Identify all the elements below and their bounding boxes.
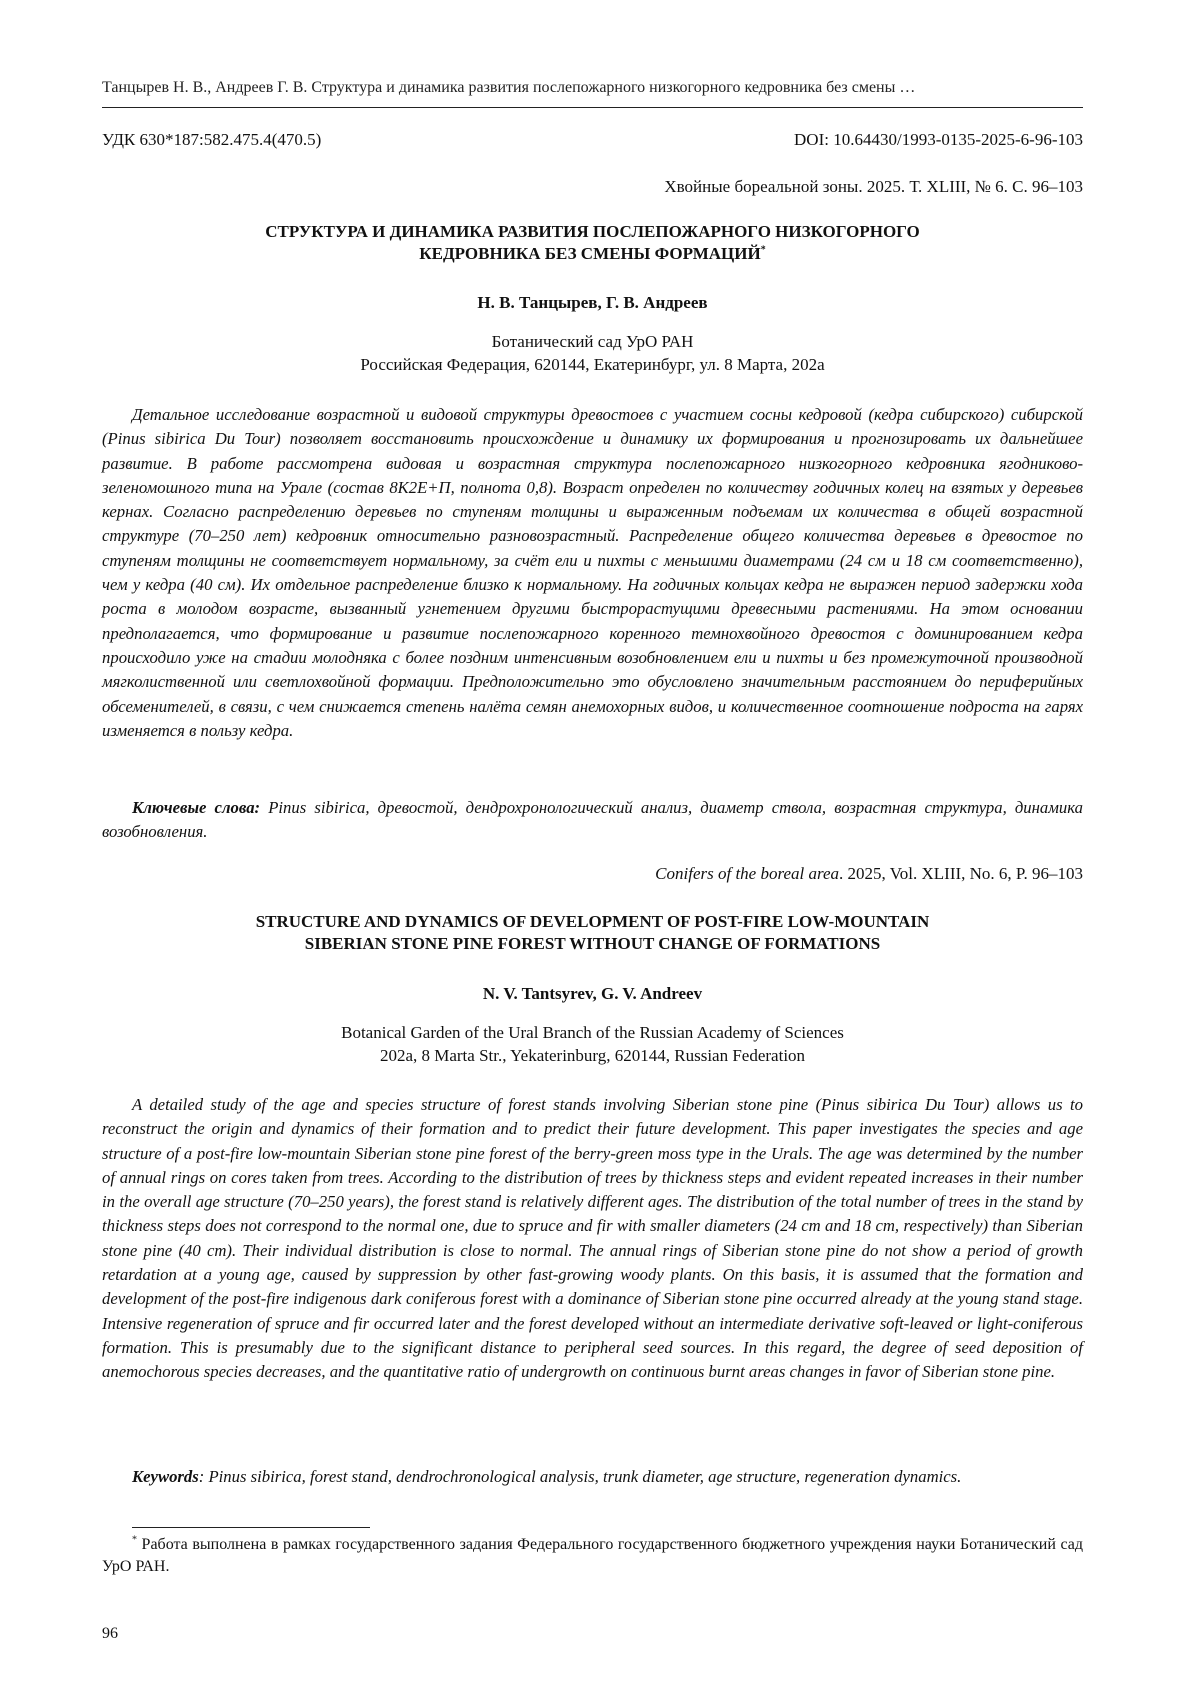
title-ru-line1: СТРУКТУРА И ДИНАМИКА РАЗВИТИЯ ПОСЛЕПОЖАРНОГО НИЗКОГОРНОГО bbox=[265, 222, 920, 241]
affiliation-en-line1: Botanical Garden of the Ural Branch of the Russian Academy of Sciences bbox=[341, 1023, 844, 1042]
keywords-en-text: : Pinus sibirica, forest stand, dendrochronological analysis, trunk diameter, age structure, regeneration dynamics. bbox=[198, 1467, 962, 1486]
article-title-en bbox=[102, 911, 1083, 955]
keywords-en-label: Keywords bbox=[132, 1467, 199, 1486]
abstract-en: A detailed study of the age and species structure of forest stands involving Siberian stone pine (Pinus sibirica Du Tour) allows us to reconstruct the origin and dynamics of their formation and to predict their future development. This paper investigates the species and age structure of a post-fire low-mountain Siberian stone pine forest of the berry-green moss type in the Urals. The age was determined by the number of annual rings on cores taken from trees. According to the distribution of trees by thickness steps and evident repeated increases in their number in the overall age structure (70–250 years), the forest stand is relatively different ages. The distribution of the total number of trees in the stand by thickness steps does not correspond to the normal one, due to spruce and fir with smaller diameters (24 cm and 18 cm, respectively) than Siberian stone pine (40 cm). Their individual distribution is close to normal. The annual rings of Siberian stone pine do not show a period of growth retardation at a young age, caused by suppression by other fast-growing woody plants. On this basis, it is assumed that the formation and development of the post-fire indigenous dark coniferous forest with a dominance of Siberian stone pine occurred already at the young stand stage. Intensive regeneration of spruce and fir occurred later and the forest developed without an intermediate derivative soft-leaved or light-coniferous formation. This is presumably due to the significant distance to peripheral seed sources. In this regard, the degree of seed deposition of anemochorous species decreases, and the quantitative ratio of undergrowth on continuous burnt areas changes in favor of Siberian stone pine. bbox=[102, 1095, 1083, 1382]
journal-citation-en bbox=[102, 863, 1083, 884]
title-ru-line2 bbox=[102, 243, 1083, 265]
journal-name-en: Conifers of the boreal area bbox=[655, 864, 839, 883]
article-title-ru bbox=[102, 221, 1083, 265]
journal-issue-en: . 2025, Vol. XLIII, No. 6, P. 96–103 bbox=[839, 864, 1083, 883]
footnote-marker[interactable]: * bbox=[760, 244, 766, 256]
keywords-ru-text: Pinus sibirica, древостой, дендрохронологический анализ, диаметр ствола, возрастная структура, динамика возобновления. bbox=[102, 798, 1083, 841]
footnote-mark: * bbox=[132, 1534, 137, 1546]
affiliation-ru-line1: Ботанический сад УрО РАН bbox=[491, 332, 694, 351]
doi[interactable]: DOI: 10.64430/1993-0135-2025-6-96-103 bbox=[794, 130, 1083, 149]
authors-en: N. V. Tantsyrev, G. V. Andreev bbox=[482, 984, 703, 1003]
header-rule bbox=[102, 107, 1083, 108]
abstract-ru: Детальное исследование возрастной и видовой структуры древостоев с участием сосны кедровой (кедра сибирского) сибирской (Pinus sibirica Du Tour) позволяет восстановить происхождение и динамику их формирования и прогнозировать их дальнейшее развитие. В работе рассмотрена видовая и возрастная структура послепожарного низкогорного кедровника ягодниково-зеленомошного типа на Урале (состав 8К2Е+П, полнота 0,8). Возраст определен по количеству годичных колец на взятых у деревьев кернах. Согласно распределению деревьев по ступеням толщины и выраженным подъемам их количества в общей возрастной структуре (70–250 лет) кедровник относительно разновозрастный. Распределение общего количества деревьев в древостое по ступеням толщины не соответствует нормальному, за счёт ели и пихты с меньшими диаметрами (24 см и 18 см соответственно), чем у кедра (40 см). Их отдельное распределение близко к нормальному. На годичных кольцах кедра не выражен период задержки хода роста в молодом возрасте, вызванный угнетением другими быстрорастущими древесными растениями. На этом основании предполагается, что формирование и развитие послепожарного коренного темнохвойного древостоя с доминированием кедра происходило уже на стадии молодняка с более поздним интенсивным возобновлением ели и пихты и без промежуточной производной мягколиственной или светлохвойной формации. Предположительно это обусловлено значительным расстоянием до периферийных обсеменителей, в связи, с чем снижается степень налёта семян анемохорных видов, и количественное соотношение подроста на гарях изменяется в пользу кедра. bbox=[102, 405, 1083, 740]
keywords-ru bbox=[102, 796, 1083, 844]
keywords-en bbox=[102, 1465, 1083, 1489]
title-ru-line2-text: КЕДРОВНИКА БЕЗ СМЕНЫ ФОРМАЦИЙ bbox=[419, 244, 761, 263]
page-number: 96 bbox=[102, 1625, 118, 1642]
udk-code: УДК 630*187:582.475.4(470.5) bbox=[102, 130, 322, 149]
authors-ru: Н. В. Танцырев, Г. В. Андреев bbox=[477, 293, 708, 312]
affiliation-en bbox=[102, 1021, 1083, 1067]
footnote-text: Работа выполнена в рамках государственного задания Федерального государственного бюджетного учреждения науки Ботанический сад УрО РАН. bbox=[102, 1536, 1083, 1575]
running-head: Танцырев Н. В., Андреев Г. В. Структура и динамика развития послепожарного низкогорного кедровника без смены … bbox=[102, 79, 916, 96]
title-en-line2: SIBERIAN STONE PINE FOREST WITHOUT CHANGE OF FORMATIONS bbox=[304, 934, 881, 953]
keywords-ru-label: Ключевые слова: bbox=[132, 798, 261, 817]
affiliation-ru-line2: Российская Федерация, 620144, Екатеринбург, ул. 8 Марта, 202а bbox=[360, 355, 825, 374]
footnote-rule bbox=[132, 1527, 370, 1528]
affiliation-ru bbox=[102, 330, 1083, 376]
affiliation-en-line2: 202a, 8 Marta Str., Yekaterinburg, 620144, Russian Federation bbox=[379, 1046, 806, 1065]
footnote bbox=[102, 1534, 1083, 1578]
journal-citation-ru: Хвойные бореальной зоны. 2025. Т. XLIII, № 6. С. 96–103 bbox=[664, 177, 1083, 196]
title-en-line1: STRUCTURE AND DYNAMICS OF DEVELOPMENT OF POST-FIRE LOW-MOUNTAIN bbox=[255, 912, 930, 931]
